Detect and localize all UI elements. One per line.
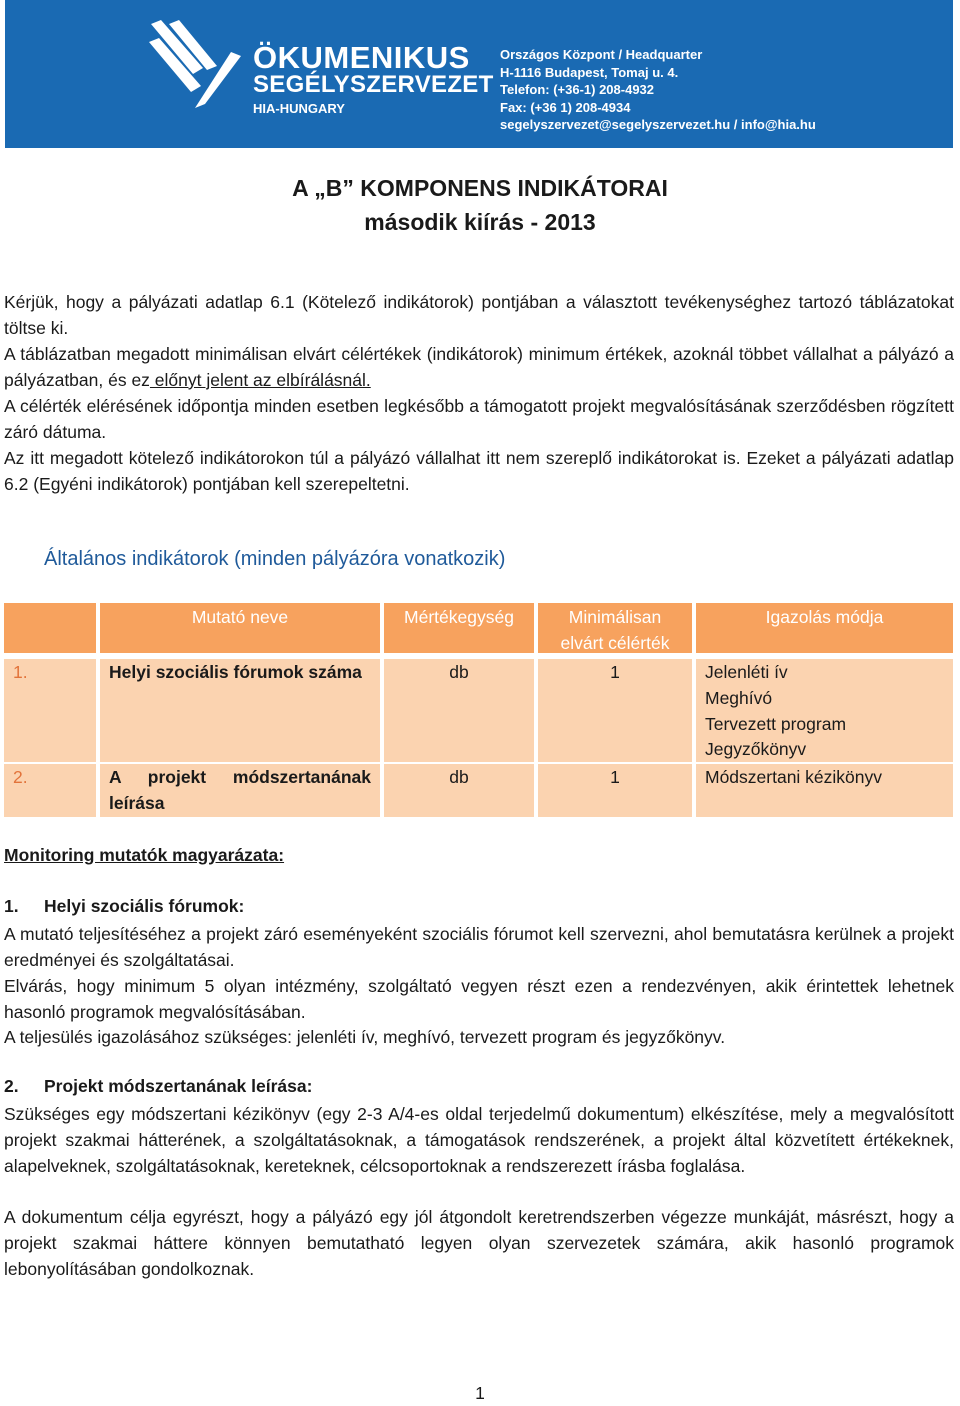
monitoring-item-1-heading	[4, 896, 244, 917]
intro-paragraph-2-text: A táblázatban megadott minimálisan elvárt célértékek (indikátorok) minimum értékek, azoknál többet vállalhat a pályázó a pályázatban, és ez	[4, 344, 954, 390]
hands-stripes-logo-icon	[145, 16, 245, 126]
monitoring-item-1-paragraph-3: A teljesülés igazolásához szükséges: jelenléti ív, meghívó, tervezett program és jegyzőkönyv.	[4, 1027, 726, 1047]
table-row-1-proof-item: Tervezett program	[705, 713, 847, 734]
page-title: A „B” KOMPONENS INDIKÁTORAI	[292, 175, 668, 201]
table-header-num	[4, 603, 96, 653]
table-header-min-line1: Minimálisan	[568, 607, 662, 627]
monitoring-item-2-heading	[4, 1076, 312, 1097]
table-row-2-proof	[696, 764, 953, 817]
monitoring-item-1-paragraph-1: A mutató teljesítéséhez a projekt záró eseményeként szociális fórumot kell szervezni, ahol bemutatásra kerülnek a projekt eredményei és szolgáltatásai.	[4, 924, 954, 970]
page-number: 1	[475, 1383, 485, 1403]
table-row-1-num: 1.	[4, 659, 96, 762]
table-header-min	[538, 603, 692, 653]
contact-email[interactable]: segelyszervezet@segelyszervezet.hu / info@hia.hu	[500, 117, 816, 132]
table-row-1-name: Helyi szociális fórumok száma	[100, 659, 380, 762]
table-row-2-name-line2: leírása	[109, 792, 165, 813]
org-sub: HIA-HUNGARY	[253, 101, 345, 116]
table-row-2-min: 1	[538, 764, 692, 817]
table-row-2-num: 2.	[4, 764, 96, 817]
table-row-1-proof-item: Jelenléti ív	[705, 662, 788, 682]
page-subtitle: második kiírás - 2013	[364, 209, 596, 235]
monitoring-title: Monitoring mutatók magyarázata:	[4, 845, 285, 865]
table-row-2-unit: db	[384, 764, 534, 817]
table-row-1-proof	[696, 659, 953, 762]
intro-paragraph-2-underlined: előnyt jelent az elbírálásnál.	[149, 369, 371, 390]
table-row-1-proof-item: Jegyzőkönyv	[705, 739, 807, 760]
section-title: Általános indikátorok (minden pályázóra vonatkozik)	[44, 548, 506, 570]
table-row-1-min: 1	[538, 659, 692, 762]
monitoring-item-2-paragraph-1: Szükséges egy módszertani kézikönyv (egy 2-3 A/4-es oldal terjedelmű dokumentum) elkészítése, mely a megvalósított projekt szakmai hátterének, a szolgáltatásoknak, a támogatások rendszerének, a projekt által közvetített értékeknek, alapelveknek, szolgáltatásoknak, kereteknek, célcsoportoknak a rendszerezett írásba foglalása.	[4, 1104, 954, 1176]
contact-block	[500, 46, 816, 134]
table-header-min-line2: elvárt célérték	[560, 632, 670, 653]
contact-fax: Fax: (+36 1) 208-4934	[500, 99, 631, 115]
table-header-unit: Mértékegység	[384, 603, 534, 653]
monitoring-item-1-title: Helyi szociális fórumok:	[44, 896, 245, 916]
intro-paragraph-1: Kérjük, hogy a pályázati adatlap 6.1 (Kötelező indikátorok) pontjában a választott tevékenységhez tartozó táblázatokat töltse ki.	[4, 292, 954, 338]
org-name-line2: SEGÉLYSZERVEZET	[253, 71, 494, 98]
monitoring-item-2-title: Projekt módszertanának leírása:	[44, 1076, 313, 1096]
table-row-1-proof-item: Meghívó	[705, 687, 773, 708]
table-row-1-unit: db	[384, 659, 534, 762]
intro-paragraph-2	[4, 342, 954, 394]
monitoring-item-1-paragraph-2: Elvárás, hogy minimum 5 olyan intézmény, szolgáltató vegyen részt ezen a rendezvényen, akik érintettek lehetnek hasonló programok megvalósításában.	[4, 976, 954, 1022]
monitoring-item-1-num: 1.	[4, 896, 19, 916]
header-banner	[5, 0, 953, 148]
table-row-2-name	[100, 764, 380, 817]
contact-address: H-1116 Budapest, Tomaj u. 4.	[500, 64, 679, 80]
org-name-line1: ÖKUMENIKUS	[253, 40, 470, 75]
organization-logo	[145, 16, 494, 126]
monitoring-item-2-paragraph-2: A dokumentum célja egyrészt, hogy a pályázó egy jól átgondolt keretrendszerben végezze munkáját, másrészt, hogy a projekt szakmai háttere könnyen bemutatható legyen olyan szervezetek számára, akik hasonló programok lebonyolításában gondolkoznak.	[4, 1207, 954, 1279]
table-row-2-name-line1: A projekt módszertanának	[109, 767, 371, 787]
table-header-name: Mutató neve	[100, 603, 380, 653]
intro-paragraph-3: A célérték elérésének időpontja minden esetben legkésőbb a támogatott projekt megvalósításának szerződésben rögzített záró dátuma.	[4, 396, 954, 442]
contact-headquarter: Országos Központ / Headquarter	[500, 47, 703, 62]
contact-phone: Telefon: (+36-1) 208-4932	[500, 82, 655, 97]
monitoring-item-2-num: 2.	[4, 1076, 19, 1096]
table-header-proof: Igazolás módja	[696, 603, 953, 653]
intro-paragraph-4: Az itt megadott kötelező indikátorokon túl a pályázó vállalhat itt nem szereplő indikátorokat is. Ezeket a pályázati adatlap 6.2 (Egyéni indikátorok) pontjában kell szerepeltetni.	[4, 448, 954, 494]
table-row-2-proof-item: Módszertani kézikönyv	[705, 767, 883, 787]
